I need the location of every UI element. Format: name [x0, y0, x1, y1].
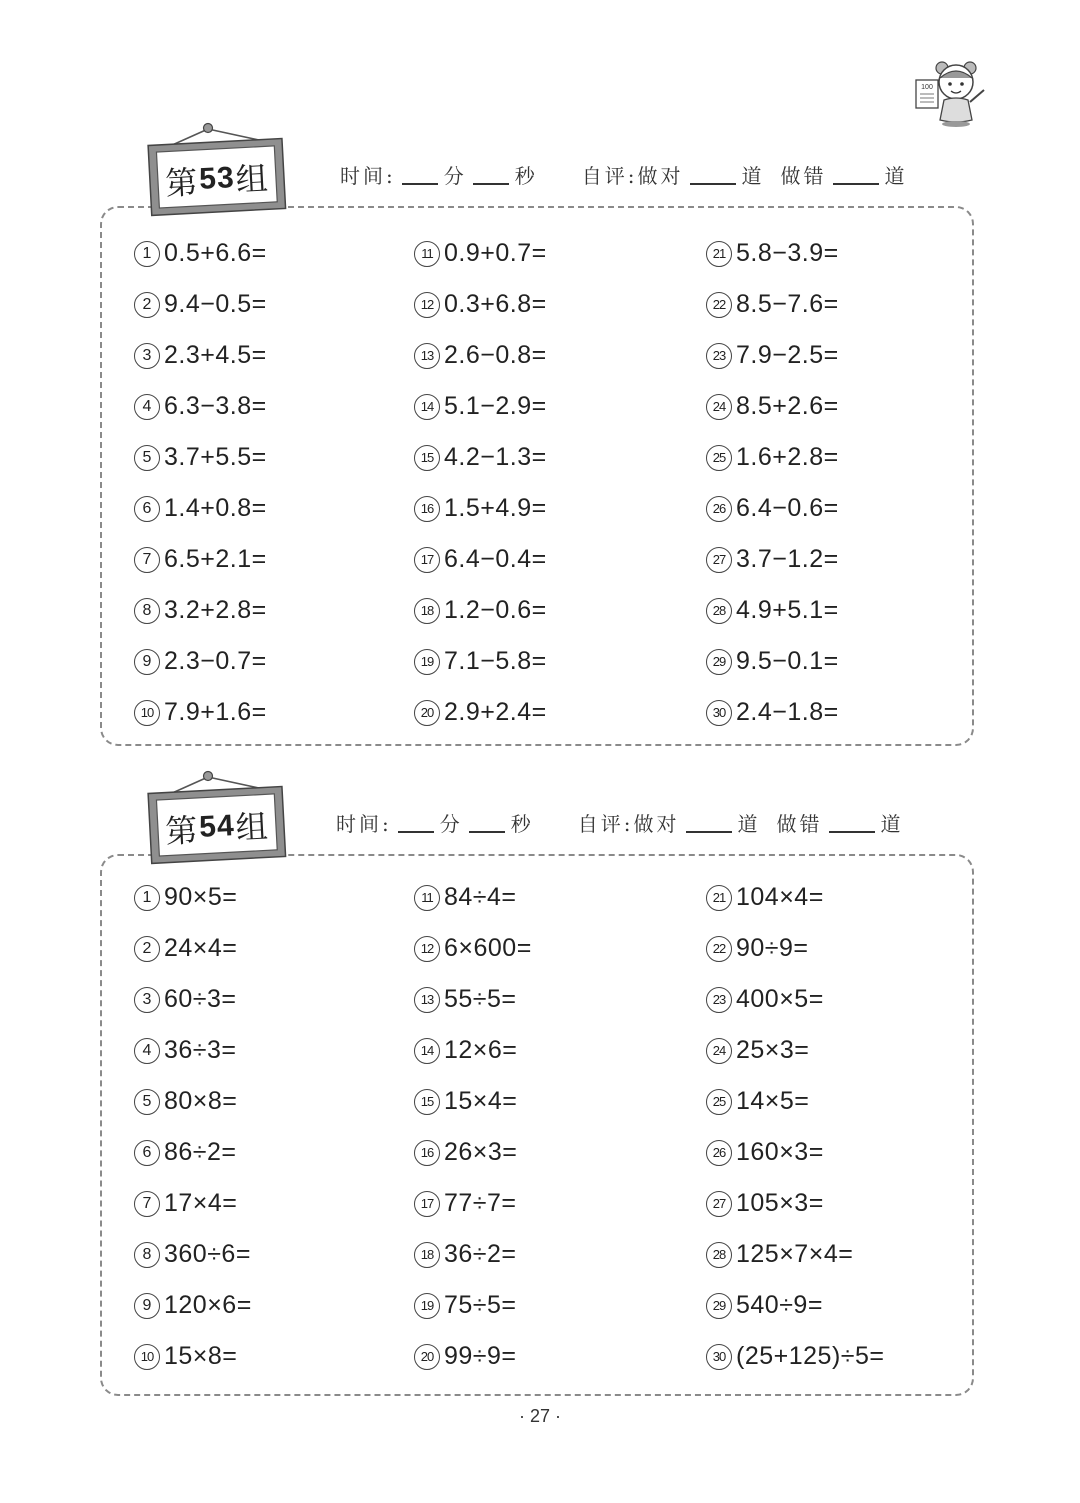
- problem-expression: 2.4−1.8=: [736, 698, 839, 726]
- problem-item: [414, 228, 706, 279]
- problem-expression: 1.5+4.9=: [444, 494, 547, 522]
- problem-number-circle: 6: [134, 1140, 160, 1166]
- time-and-self-evaluation-line: [340, 160, 908, 189]
- problem-number-circle: 9: [134, 649, 160, 675]
- problem-number-circle: 2: [134, 292, 160, 318]
- problem-number-circle: 14: [414, 394, 440, 420]
- problem-number-circle: 6: [134, 496, 160, 522]
- problem-number-circle: 16: [414, 1140, 440, 1166]
- problem-expression: 120×6=: [164, 1291, 252, 1319]
- problem-expression: 12×6=: [444, 1036, 518, 1064]
- problem-expression: 5.8−3.9=: [736, 239, 839, 267]
- correct-unit-label: 道: [741, 164, 765, 188]
- problem-expression: 6.3−3.8=: [164, 392, 267, 420]
- problem-item: [706, 974, 976, 1025]
- problem-item: [706, 1127, 976, 1178]
- minutes-blank[interactable]: [402, 183, 438, 185]
- problem-expression: 14×5=: [736, 1087, 810, 1115]
- problem-item: [706, 585, 976, 636]
- seconds-blank[interactable]: [469, 831, 505, 833]
- time-and-self-evaluation-line: [336, 808, 904, 837]
- problem-number-circle: 26: [706, 496, 732, 522]
- wrong-count-blank[interactable]: [829, 831, 875, 833]
- problem-item: [414, 381, 706, 432]
- problem-expression: 80×8=: [164, 1087, 238, 1115]
- problem-expression: 4.9+5.1=: [736, 596, 839, 624]
- problem-item: [134, 1025, 414, 1076]
- group-title-number: 53: [198, 161, 236, 196]
- problem-expression: 26×3=: [444, 1138, 518, 1166]
- problem-item: [134, 687, 414, 738]
- problem-item: [706, 534, 976, 585]
- group-title: [148, 789, 285, 866]
- problem-item: [134, 636, 414, 687]
- problem-item: [706, 1178, 976, 1229]
- problem-number-circle: 23: [706, 343, 732, 369]
- problem-expression: 1.4+0.8=: [164, 494, 267, 522]
- problem-item: [414, 923, 706, 974]
- problem-number-circle: 21: [706, 241, 732, 267]
- score-sheet-text: 100: [921, 84, 933, 91]
- problem-item: [134, 974, 414, 1025]
- problem-expression: 25×3=: [736, 1036, 810, 1064]
- wrong-unit-label: 道: [880, 812, 904, 836]
- wrong-unit-label: 道: [884, 164, 908, 188]
- problem-number-circle: 25: [706, 445, 732, 471]
- problem-item: [706, 432, 976, 483]
- problem-expression: 6.4−0.4=: [444, 545, 547, 573]
- problem-item: [414, 279, 706, 330]
- problem-item: [706, 381, 976, 432]
- minute-label: 分: [443, 164, 467, 188]
- problem-item: [706, 1229, 976, 1280]
- problem-expression: 8.5−7.6=: [736, 290, 839, 318]
- problem-expression: 15×8=: [164, 1342, 238, 1370]
- problem-expression: 2.6−0.8=: [444, 341, 547, 369]
- problem-number-circle: 3: [134, 987, 160, 1013]
- problem-expression: 75÷5=: [444, 1291, 517, 1319]
- problem-expression: 7.1−5.8=: [444, 647, 547, 675]
- problem-expression: 2.3+4.5=: [164, 341, 267, 369]
- problem-item: [134, 872, 414, 923]
- problem-number-circle: 24: [706, 1038, 732, 1064]
- exercise-group-54: [100, 768, 978, 1398]
- problem-number-circle: 14: [414, 1038, 440, 1064]
- problem-number-circle: 11: [414, 885, 440, 911]
- problem-expression: 8.5+2.6=: [736, 392, 839, 420]
- group-title-suffix: 组: [234, 807, 270, 847]
- problem-number-circle: 4: [134, 394, 160, 420]
- problem-number-circle: 12: [414, 292, 440, 318]
- problem-number-circle: 18: [414, 1242, 440, 1268]
- group-title-prefix: 第: [164, 811, 200, 851]
- correct-unit-label: 道: [737, 812, 761, 836]
- problem-number-circle: 7: [134, 1191, 160, 1217]
- problem-expression: 36÷2=: [444, 1240, 517, 1268]
- problem-number-circle: 8: [134, 1242, 160, 1268]
- problem-item: [414, 687, 706, 738]
- problem-item: [414, 330, 706, 381]
- problem-number-circle: 17: [414, 1191, 440, 1217]
- group-title-sign: [146, 768, 286, 868]
- problem-number-circle: 27: [706, 547, 732, 573]
- problem-number-circle: 18: [414, 598, 440, 624]
- wrong-label: 做错: [780, 164, 827, 188]
- problem-number-circle: 25: [706, 1089, 732, 1115]
- problem-expression: 0.3+6.8=: [444, 290, 547, 318]
- problem-grid: [134, 228, 976, 738]
- self-eval-correct-label: 自评:做对: [577, 812, 680, 836]
- problem-item: [134, 228, 414, 279]
- problem-item: [706, 1076, 976, 1127]
- problem-item: [414, 1229, 706, 1280]
- problem-item: [134, 1178, 414, 1229]
- problem-number-circle: 3: [134, 343, 160, 369]
- problem-item: [414, 432, 706, 483]
- problem-number-circle: 10: [134, 700, 160, 726]
- problem-expression: 6×600=: [444, 934, 532, 962]
- group-title-suffix: 组: [234, 159, 270, 199]
- problem-number-circle: 26: [706, 1140, 732, 1166]
- problem-number-circle: 9: [134, 1293, 160, 1319]
- problem-number-circle: 5: [134, 1089, 160, 1115]
- group-title-prefix: 第: [164, 163, 200, 203]
- problem-expression: 90÷9=: [736, 934, 809, 962]
- problem-grid: [134, 872, 976, 1382]
- time-label: 时间:: [340, 164, 396, 188]
- problem-number-circle: 19: [414, 1293, 440, 1319]
- problem-number-circle: 16: [414, 496, 440, 522]
- wrong-count-blank[interactable]: [833, 183, 879, 185]
- problem-expression: 60÷3=: [164, 985, 237, 1013]
- problem-item: [134, 1229, 414, 1280]
- problem-item: [134, 1076, 414, 1127]
- problem-expression: 3.7−1.2=: [736, 545, 839, 573]
- problem-number-circle: 1: [134, 241, 160, 267]
- problem-item: [134, 923, 414, 974]
- page-number: · 27 ·: [518, 1406, 561, 1426]
- problem-expression: 360÷6=: [164, 1240, 251, 1268]
- problem-item: [414, 483, 706, 534]
- problem-item: [414, 1025, 706, 1076]
- problem-expression: 99÷9=: [444, 1342, 517, 1370]
- problem-item: [414, 1076, 706, 1127]
- problem-item: [706, 279, 976, 330]
- problem-item: [134, 330, 414, 381]
- second-label: 秒: [510, 812, 534, 836]
- problem-expression: 6.5+2.1=: [164, 545, 267, 573]
- minute-label: 分: [439, 812, 463, 836]
- problem-expression: 90×5=: [164, 883, 238, 911]
- problem-expression: (25+125)÷5=: [736, 1342, 885, 1370]
- problem-number-circle: 22: [706, 936, 732, 962]
- problem-expression: 1.2−0.6=: [444, 596, 547, 624]
- problem-expression: 84÷4=: [444, 883, 517, 911]
- problem-item: [414, 534, 706, 585]
- problem-item: [706, 483, 976, 534]
- problem-expression: 77÷7=: [444, 1189, 517, 1217]
- problem-expression: 400×5=: [736, 985, 824, 1013]
- problem-item: [414, 872, 706, 923]
- problem-number-circle: 20: [414, 700, 440, 726]
- problem-item: [134, 1127, 414, 1178]
- problem-expression: 540÷9=: [736, 1291, 823, 1319]
- problem-number-circle: 19: [414, 649, 440, 675]
- problem-number-circle: 28: [706, 1242, 732, 1268]
- problem-expression: 7.9+1.6=: [164, 698, 267, 726]
- problem-number-circle: 8: [134, 598, 160, 624]
- problem-item: [414, 1280, 706, 1331]
- problem-expression: 3.7+5.5=: [164, 443, 267, 471]
- problem-number-circle: 29: [706, 1293, 732, 1319]
- problem-item: [706, 330, 976, 381]
- problem-expression: 55÷5=: [444, 985, 517, 1013]
- problem-item: [134, 585, 414, 636]
- problem-expression: 0.9+0.7=: [444, 239, 547, 267]
- problem-item: [414, 1178, 706, 1229]
- problem-item: [706, 687, 976, 738]
- problem-number-circle: 28: [706, 598, 732, 624]
- problem-number-circle: 27: [706, 1191, 732, 1217]
- problem-item: [134, 1331, 414, 1382]
- wrong-label: 做错: [776, 812, 823, 836]
- problem-item: [706, 923, 976, 974]
- problem-number-circle: 21: [706, 885, 732, 911]
- problem-expression: 160×3=: [736, 1138, 824, 1166]
- problem-item: [134, 1280, 414, 1331]
- correct-count-blank[interactable]: [686, 831, 732, 833]
- second-label: 秒: [514, 164, 538, 188]
- problem-number-circle: 10: [134, 1344, 160, 1370]
- problem-expression: 9.4−0.5=: [164, 290, 267, 318]
- group-title-sign: [146, 120, 286, 220]
- problem-item: [134, 279, 414, 330]
- problem-number-circle: 2: [134, 936, 160, 962]
- problem-expression: 24×4=: [164, 934, 238, 962]
- problem-number-circle: 12: [414, 936, 440, 962]
- problem-number-circle: 22: [706, 292, 732, 318]
- problem-item: [706, 1025, 976, 1076]
- problem-expression: 15×4=: [444, 1087, 518, 1115]
- problem-expression: 0.5+6.6=: [164, 239, 267, 267]
- problem-number-circle: 13: [414, 987, 440, 1013]
- problem-number-circle: 17: [414, 547, 440, 573]
- problem-number-circle: 15: [414, 1089, 440, 1115]
- problem-number-circle: 11: [414, 241, 440, 267]
- problem-expression: 105×3=: [736, 1189, 824, 1217]
- problem-expression: 17×4=: [164, 1189, 238, 1217]
- problem-number-circle: 1: [134, 885, 160, 911]
- problem-item: [706, 872, 976, 923]
- problem-item: [134, 534, 414, 585]
- problem-item: [414, 1331, 706, 1382]
- problem-number-circle: 20: [414, 1344, 440, 1370]
- problem-expression: 2.9+2.4=: [444, 698, 547, 726]
- problem-expression: 7.9−2.5=: [736, 341, 839, 369]
- problem-number-circle: 13: [414, 343, 440, 369]
- problem-number-circle: 5: [134, 445, 160, 471]
- problem-number-circle: 30: [706, 1344, 732, 1370]
- problem-item: [706, 636, 976, 687]
- problem-item: [706, 1331, 976, 1382]
- problem-expression: 9.5−0.1=: [736, 647, 839, 675]
- problem-item: [414, 1127, 706, 1178]
- problem-expression: 6.4−0.6=: [736, 494, 839, 522]
- seconds-blank[interactable]: [473, 183, 509, 185]
- problem-number-circle: 29: [706, 649, 732, 675]
- problem-expression: 125×7×4=: [736, 1240, 854, 1268]
- problem-item: [414, 585, 706, 636]
- minutes-blank[interactable]: [398, 831, 434, 833]
- group-title: [148, 141, 285, 218]
- problem-expression: 5.1−2.9=: [444, 392, 547, 420]
- problem-item: [706, 228, 976, 279]
- correct-count-blank[interactable]: [690, 183, 736, 185]
- problem-item: [134, 483, 414, 534]
- problem-number-circle: 4: [134, 1038, 160, 1064]
- problem-item: [134, 381, 414, 432]
- problem-expression: 36÷3=: [164, 1036, 237, 1064]
- problem-expression: 1.6+2.8=: [736, 443, 839, 471]
- problem-expression: 4.2−1.3=: [444, 443, 547, 471]
- problem-number-circle: 30: [706, 700, 732, 726]
- problem-number-circle: 23: [706, 987, 732, 1013]
- problem-item: [706, 1280, 976, 1331]
- exercise-group-53: [100, 120, 978, 750]
- problem-expression: 3.2+2.8=: [164, 596, 267, 624]
- problem-number-circle: 15: [414, 445, 440, 471]
- self-eval-correct-label: 自评:做对: [581, 164, 684, 188]
- group-title-number: 54: [198, 809, 236, 844]
- girl-holding-score-sheet-illustration: [912, 60, 992, 128]
- problem-number-circle: 7: [134, 547, 160, 573]
- problem-item: [134, 432, 414, 483]
- problem-expression: 104×4=: [736, 883, 824, 911]
- problem-item: [414, 636, 706, 687]
- problem-number-circle: 24: [706, 394, 732, 420]
- time-label: 时间:: [336, 812, 392, 836]
- problem-expression: 86÷2=: [164, 1138, 237, 1166]
- problem-item: [414, 974, 706, 1025]
- problem-expression: 2.3−0.7=: [164, 647, 267, 675]
